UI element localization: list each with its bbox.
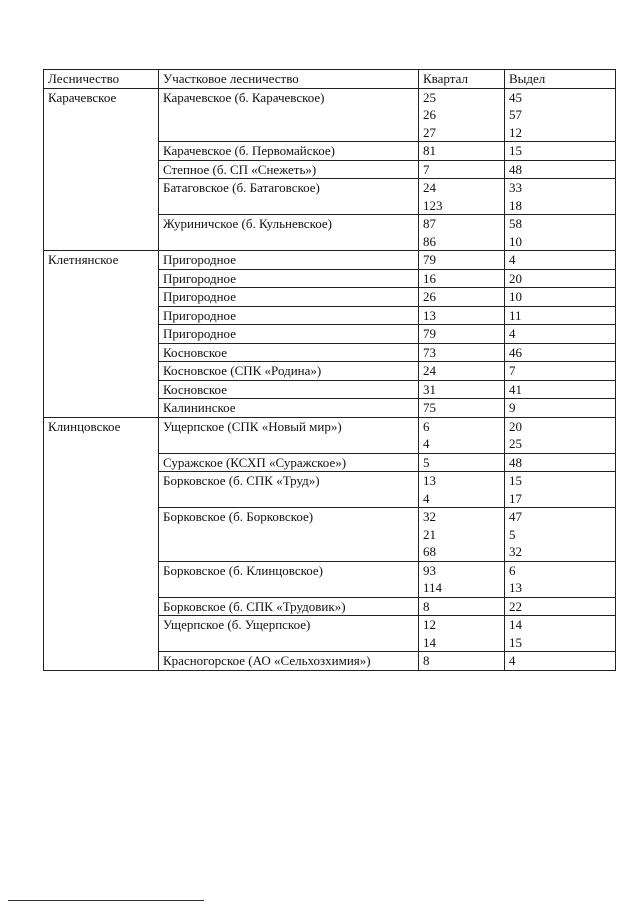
cell-vydel <box>505 508 616 562</box>
cell-kvartal <box>419 88 505 142</box>
cell-uchastkovoe <box>159 215 419 251</box>
cell-uchastkovoe <box>159 325 419 344</box>
vydel-value: 12 <box>509 124 522 140</box>
table-row <box>44 417 616 453</box>
vydel-value: 25 <box>509 436 522 451</box>
vydel-value: 57 <box>509 107 522 122</box>
cell-uchastkovoe <box>159 561 419 597</box>
blank-line <box>163 106 418 124</box>
vydel-value: 6 <box>509 562 516 578</box>
cell-vydel <box>505 142 616 161</box>
table-row <box>44 88 616 142</box>
vydel-value: 17 <box>509 490 522 506</box>
cell-vydel <box>505 215 616 251</box>
kvartal-value: 14 <box>423 634 436 650</box>
kvartal-value: 93 <box>423 562 436 578</box>
cell-uchastkovoe <box>159 288 419 307</box>
vydel-value: 10 <box>509 289 522 304</box>
uchastkovoe-text: Пригородное <box>163 326 236 341</box>
uchastkovoe-text: Борковское (б. СПК «Трудовик») <box>163 598 346 614</box>
cell-kvartal <box>419 306 505 325</box>
cell-uchastkovoe <box>159 616 419 652</box>
kvartal-value: 26 <box>423 289 436 304</box>
uchastkovoe-text: Борковское (б. Борковское) <box>163 509 314 524</box>
table-body <box>44 88 616 670</box>
kvartal-value: 87 <box>423 216 436 231</box>
footnote-separator <box>8 900 204 901</box>
kvartal-value: 16 <box>423 270 436 286</box>
cell-uchastkovoe <box>159 380 419 399</box>
forestry-table <box>43 69 616 671</box>
cell-uchastkovoe <box>159 399 419 418</box>
cell-kvartal <box>419 160 505 179</box>
uchastkovoe-text: Ущерпское (СПК «Новый мир») <box>163 418 342 434</box>
blank-line <box>163 543 418 561</box>
cell-uchastkovoe <box>159 472 419 508</box>
cell-lesnichestvo: Карачевское <box>44 88 159 251</box>
cell-uchastkovoe <box>159 417 419 453</box>
uchastkovoe-text: Ущерпское (б. Ущерпское) <box>163 617 311 632</box>
cell-vydel <box>505 288 616 307</box>
cell-uchastkovoe <box>159 88 419 142</box>
kvartal-value: 7 <box>423 161 430 177</box>
cell-kvartal <box>419 215 505 251</box>
header-kvartal: Квартал <box>419 70 505 89</box>
cell-vydel <box>505 380 616 399</box>
uchastkovoe-text: Журиничское (б. Кульневское) <box>163 216 332 231</box>
uchastkovoe-text: Пригородное <box>163 270 236 286</box>
uchastkovoe-text: Пригородное <box>163 252 236 267</box>
kvartal-value: 81 <box>423 143 436 158</box>
uchastkovoe-text: Батаговское (б. Батаговское) <box>163 180 320 195</box>
kvartal-value: 12 <box>423 617 436 632</box>
kvartal-value: 4 <box>423 436 430 451</box>
vydel-value: 5 <box>509 526 516 542</box>
kvartal-value: 13 <box>423 307 436 323</box>
cell-vydel <box>505 597 616 616</box>
cell-uchastkovoe <box>159 597 419 616</box>
blank-line <box>163 579 418 597</box>
cell-kvartal <box>419 251 505 270</box>
cell-vydel <box>505 417 616 453</box>
cell-vydel <box>505 160 616 179</box>
vydel-value: 9 <box>509 400 516 415</box>
blank-line <box>163 233 418 251</box>
vydel-value: 47 <box>509 509 522 524</box>
vydel-value: 46 <box>509 344 522 360</box>
vydel-value: 48 <box>509 454 522 470</box>
blank-line <box>163 124 418 142</box>
kvartal-value: 27 <box>423 124 436 140</box>
vydel-value: 15 <box>509 143 522 158</box>
cell-uchastkovoe <box>159 508 419 562</box>
blank-line <box>163 490 418 508</box>
vydel-value: 58 <box>509 216 522 231</box>
blank-line <box>163 634 418 652</box>
vydel-value: 11 <box>509 307 522 323</box>
cell-kvartal <box>419 179 505 215</box>
cell-vydel <box>505 88 616 142</box>
cell-kvartal <box>419 380 505 399</box>
kvartal-value: 21 <box>423 526 436 542</box>
vydel-value: 20 <box>509 270 522 286</box>
cell-kvartal <box>419 472 505 508</box>
cell-vydel <box>505 179 616 215</box>
cell-vydel <box>505 561 616 597</box>
kvartal-value: 25 <box>423 89 436 105</box>
cell-vydel <box>505 652 616 671</box>
vydel-value: 4 <box>509 326 516 341</box>
cell-kvartal <box>419 399 505 418</box>
cell-kvartal <box>419 343 505 362</box>
vydel-value: 48 <box>509 161 522 177</box>
uchastkovoe-text: Косновское (СПК «Родина») <box>163 363 322 378</box>
kvartal-value: 75 <box>423 400 436 415</box>
cell-uchastkovoe <box>159 251 419 270</box>
vydel-value: 15 <box>509 634 522 650</box>
vydel-value: 45 <box>509 89 522 105</box>
vydel-value: 7 <box>509 363 516 378</box>
cell-kvartal <box>419 652 505 671</box>
cell-kvartal <box>419 597 505 616</box>
cell-vydel <box>505 472 616 508</box>
vydel-value: 33 <box>509 180 522 195</box>
kvartal-value: 31 <box>423 381 436 397</box>
cell-uchastkovoe <box>159 652 419 671</box>
cell-uchastkovoe <box>159 306 419 325</box>
kvartal-value: 86 <box>423 233 436 249</box>
cell-lesnichestvo: Клетнянское <box>44 251 159 418</box>
header-uchastkovoe: Участковое лесничество <box>159 70 419 89</box>
cell-uchastkovoe <box>159 160 419 179</box>
kvartal-value: 5 <box>423 454 430 470</box>
kvartal-value: 24 <box>423 363 436 378</box>
uchastkovoe-text: Степное (б. СП «Снежеть») <box>163 161 317 177</box>
kvartal-value: 79 <box>423 326 436 341</box>
cell-kvartal <box>419 561 505 597</box>
kvartal-value: 123 <box>423 197 443 213</box>
kvartal-value: 24 <box>423 180 436 195</box>
kvartal-value: 13 <box>423 473 436 488</box>
cell-kvartal <box>419 616 505 652</box>
cell-vydel <box>505 251 616 270</box>
table-row <box>44 251 616 270</box>
table-header-row <box>44 70 616 89</box>
cell-lesnichestvo: Клинцовское <box>44 417 159 670</box>
vydel-value: 41 <box>509 381 522 397</box>
cell-vydel <box>505 453 616 472</box>
uchastkovoe-text: Косновское <box>163 344 227 360</box>
uchastkovoe-text: Пригородное <box>163 289 236 304</box>
kvartal-value: 68 <box>423 544 436 559</box>
uchastkovoe-text: Калининское <box>163 400 236 415</box>
uchastkovoe-text: Пригородное <box>163 307 236 323</box>
uchastkovoe-text: Красногорское (АО «Сельхозхимия») <box>163 653 371 668</box>
cell-vydel <box>505 306 616 325</box>
cell-vydel <box>505 325 616 344</box>
vydel-value: 15 <box>509 473 522 488</box>
uchastkovoe-text: Карачевское (б. Первомайское) <box>163 143 335 158</box>
cell-kvartal <box>419 142 505 161</box>
cell-kvartal <box>419 288 505 307</box>
kvartal-value: 73 <box>423 344 436 360</box>
blank-line <box>163 435 418 453</box>
vydel-value: 20 <box>509 418 522 434</box>
cell-kvartal <box>419 453 505 472</box>
vydel-value: 32 <box>509 544 522 559</box>
kvartal-value: 4 <box>423 490 430 506</box>
header-lesnichestvo: Лесничество <box>44 70 159 89</box>
vydel-value: 10 <box>509 233 522 249</box>
cell-uchastkovoe <box>159 453 419 472</box>
cell-kvartal <box>419 362 505 381</box>
vydel-value: 13 <box>509 580 522 595</box>
kvartal-value: 26 <box>423 107 436 122</box>
cell-uchastkovoe <box>159 142 419 161</box>
cell-vydel <box>505 343 616 362</box>
vydel-value: 18 <box>509 197 522 213</box>
cell-uchastkovoe <box>159 179 419 215</box>
header-vydel: Выдел <box>505 70 616 89</box>
blank-line <box>163 526 418 544</box>
kvartal-value: 114 <box>423 580 443 595</box>
vydel-value: 4 <box>509 252 516 267</box>
kvartal-value: 6 <box>423 418 430 434</box>
cell-vydel <box>505 616 616 652</box>
cell-kvartal <box>419 508 505 562</box>
cell-vydel <box>505 269 616 288</box>
uchastkovoe-text: Борковское (б. Клинцовское) <box>163 562 324 578</box>
cell-kvartal <box>419 269 505 288</box>
vydel-value: 14 <box>509 617 522 632</box>
cell-uchastkovoe <box>159 343 419 362</box>
uchastkovoe-text: Суражское (КСХП «Суражское») <box>163 454 347 470</box>
cell-vydel <box>505 399 616 418</box>
vydel-value: 22 <box>509 598 522 614</box>
uchastkovoe-text: Карачевское (б. Карачевское) <box>163 89 325 105</box>
cell-kvartal <box>419 417 505 453</box>
uchastkovoe-text: Косновское <box>163 381 227 397</box>
vydel-value: 4 <box>509 653 516 668</box>
cell-kvartal <box>419 325 505 344</box>
cell-uchastkovoe <box>159 362 419 381</box>
kvartal-value: 8 <box>423 598 430 614</box>
kvartal-value: 32 <box>423 509 436 524</box>
blank-line <box>163 197 418 215</box>
uchastkovoe-text: Борковское (б. СПК «Труд») <box>163 473 320 488</box>
cell-vydel <box>505 362 616 381</box>
kvartal-value: 79 <box>423 252 436 267</box>
kvartal-value: 8 <box>423 653 430 668</box>
cell-uchastkovoe <box>159 269 419 288</box>
